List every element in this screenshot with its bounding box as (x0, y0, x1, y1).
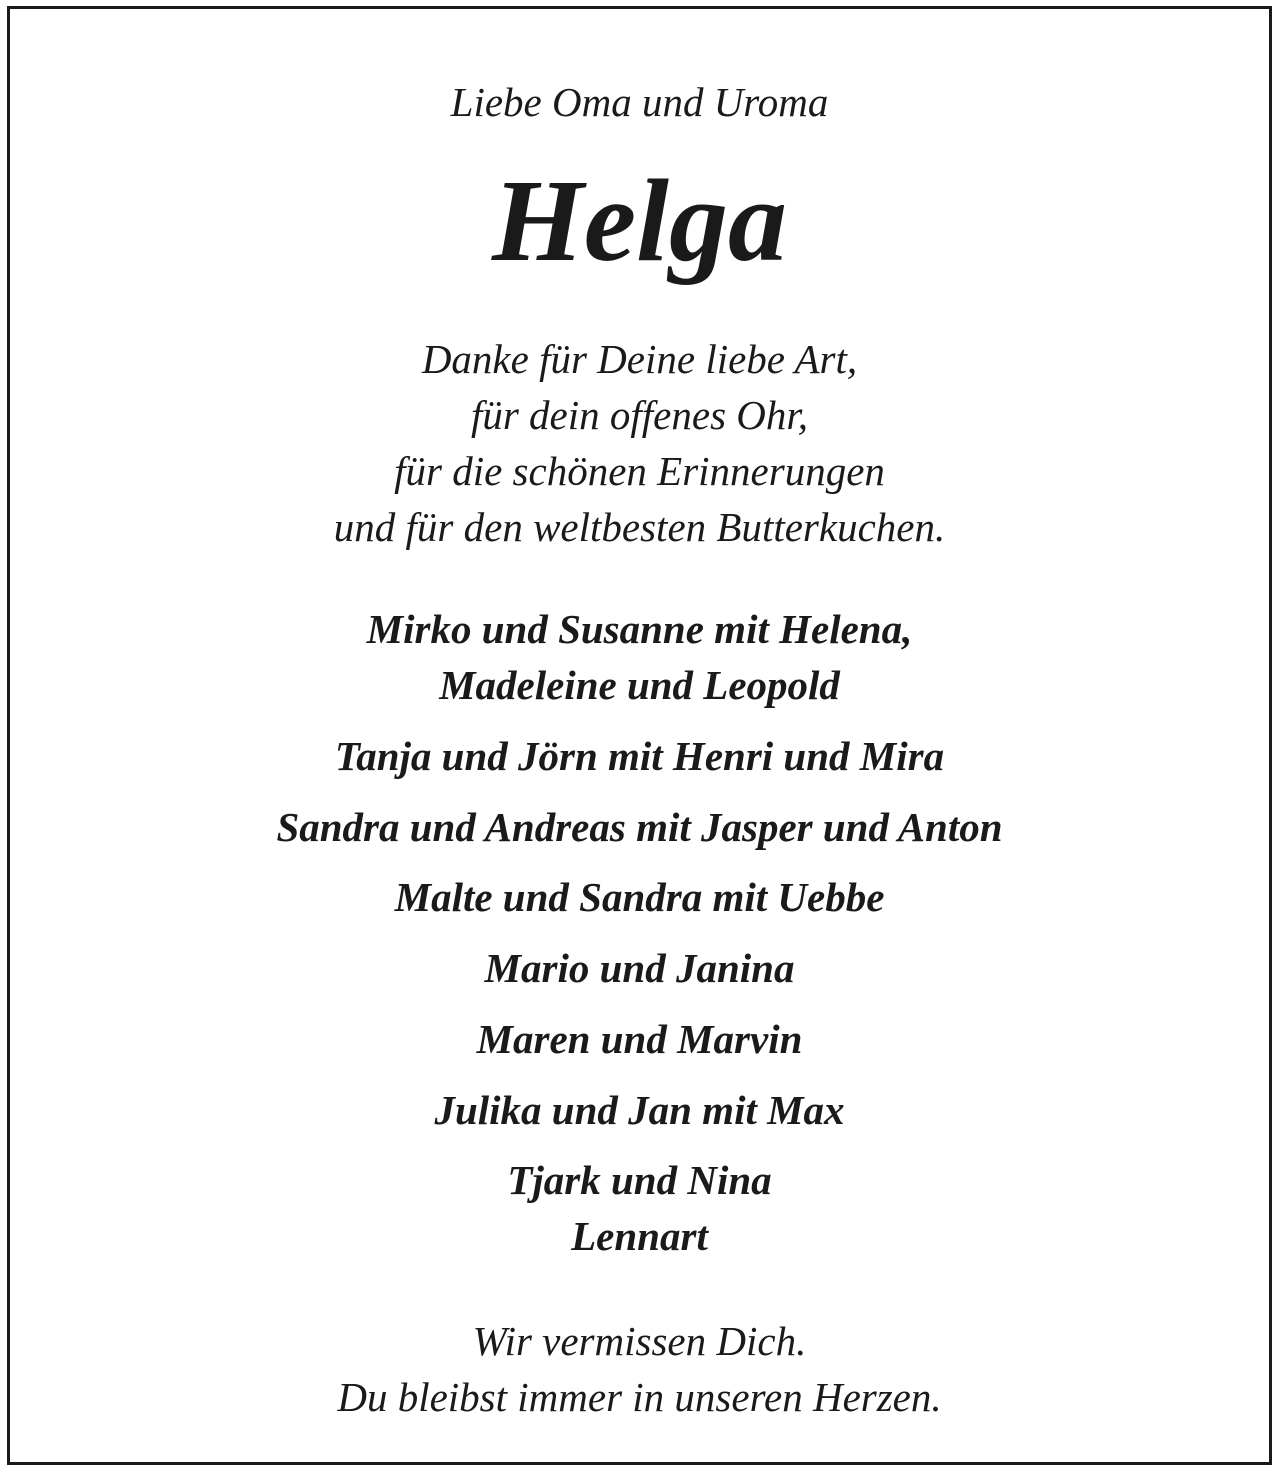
family-line: Mirko und Susanne mit Helena, (366, 606, 913, 652)
family-line: Madeleine und Leopold (439, 662, 840, 708)
deceased-name: Helga (492, 155, 787, 286)
verse-line: für dein offenes Ohr, (470, 392, 809, 438)
family-line: Julika und Jan mit Max (434, 1087, 845, 1133)
closing-line: Wir vermissen Dich. (472, 1318, 807, 1364)
verse-line: Danke für Deine liebe Art, (421, 336, 858, 382)
intro-line: Liebe Oma und Uroma (450, 79, 829, 125)
family-line: Sandra und Andreas mit Jasper und Anton (276, 804, 1003, 850)
family-line: Mario und Janina (484, 945, 795, 991)
verse-line: und für den weltbesten Butterkuchen. (333, 504, 946, 550)
family-line: Lennart (571, 1213, 708, 1259)
obituary-notice (7, 6, 1272, 1465)
family-line: Tanja und Jörn mit Henri und Mira (334, 733, 945, 779)
family-line: Maren und Marvin (476, 1016, 803, 1062)
family-line: Tjark und Nina (507, 1157, 772, 1203)
verse-line: für die schönen Erinnerungen (394, 448, 885, 494)
family-line: Malte und Sandra mit Uebbe (394, 874, 885, 920)
closing-line: Du bleibst immer in unseren Herzen. (337, 1374, 942, 1420)
